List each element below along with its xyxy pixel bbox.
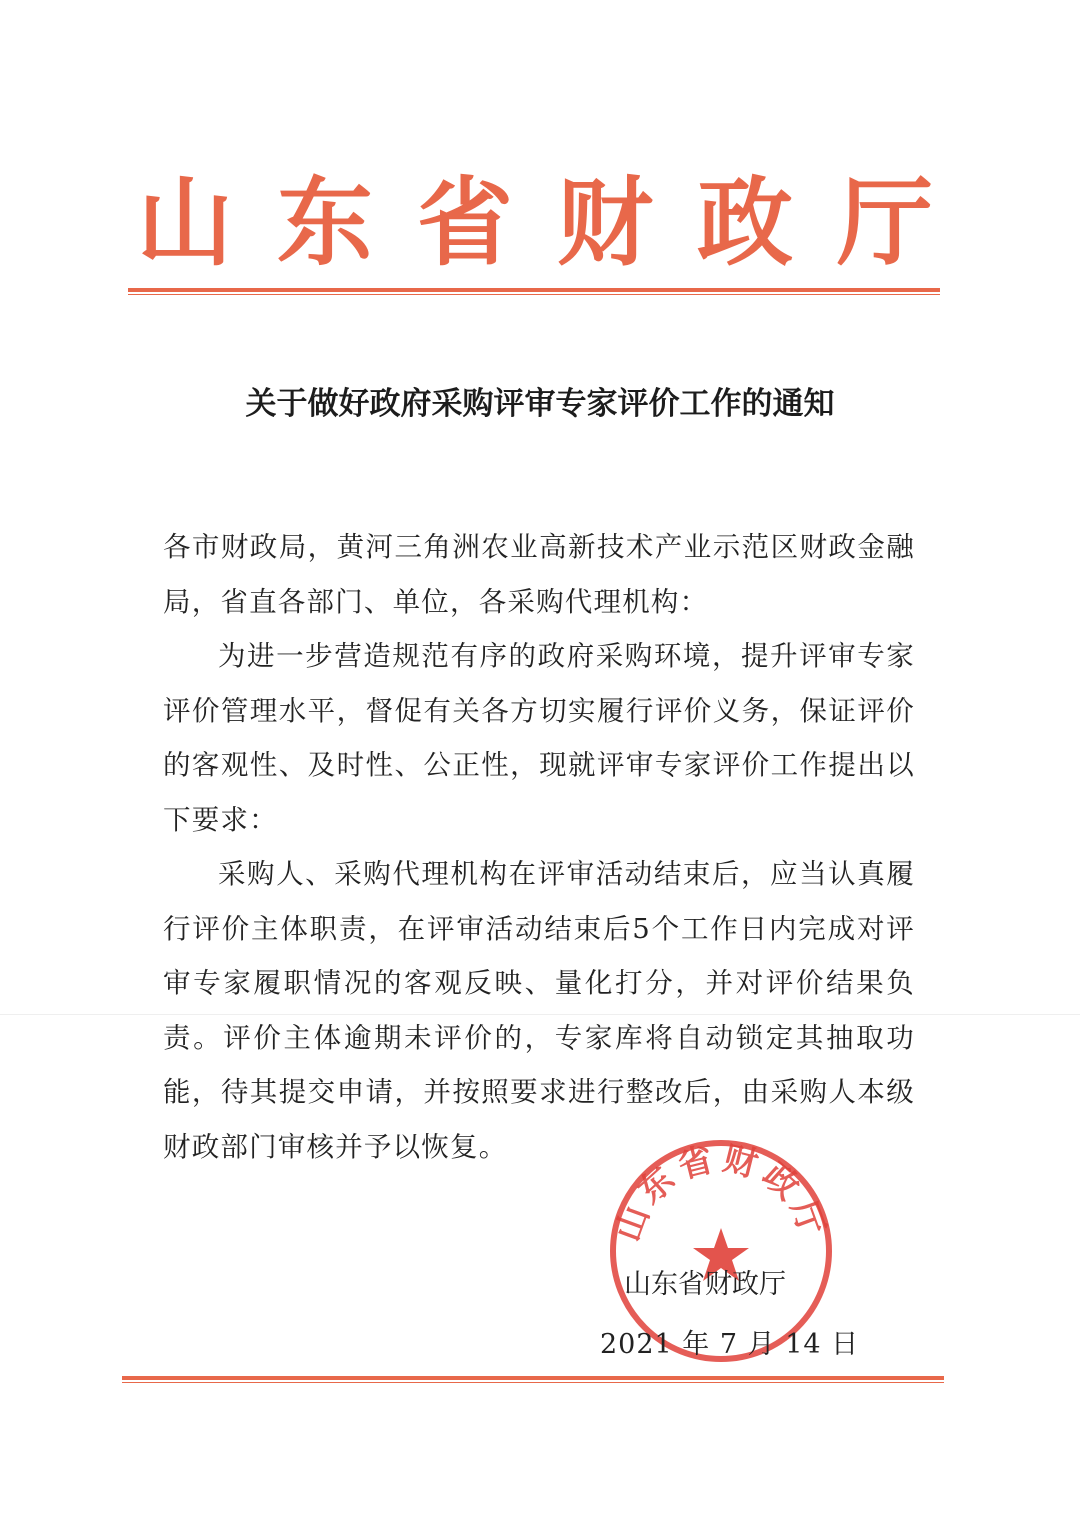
letterhead-char: 东 [277,167,373,279]
letterhead [130,168,940,278]
letterhead-char: 政 [697,167,793,279]
letterhead-char: 山 [137,167,233,279]
paragraph: 为进一步营造规范有序的政府采购环境，提升评审专家评价管理水平，督促有关各方切实履行评价义务，保证评价的客观性、及时性、公正性，现就评审专家评价工作提出以下要求： [163,640,915,836]
document-title: 关于做好政府采购评审专家评价工作的通知 [245,386,835,422]
document-body [163,520,915,1174]
letterhead-char: 财 [557,167,653,279]
paragraph: 采购人、采购代理机构在评审活动结束后，应当认真履行评价主体职责，在评审活动结束后5个工作日内完成对评审专家履职情况的客观反映、量化打分，并对评价结果负责。评价主体逾期未评价的，专家库将自动锁定其抽取功能，待其提交申请，并按照要求进行整改后，由采购人本级财政部门审核并予以恢复。 [163,858,915,1163]
letterhead-char: 厅 [837,167,933,279]
addressee: 各市财政局，黄河三角洲农业高新技术产业示范区财政金融局，省直各部门、单位，各采购代理机构： [163,531,915,618]
signature-org: 山东省财政厅 [624,1269,786,1300]
seal-text: 山东省财政厅 [607,1138,835,1247]
footer-divider-thin [122,1382,944,1383]
letterhead-divider-thin [128,294,940,295]
letterhead-divider [128,288,940,292]
footer-divider [122,1376,944,1380]
scan-fold-line [0,1014,1080,1015]
letterhead-char: 省 [417,167,513,279]
signature-date: 2021 年 7 月 14 日 [600,1329,860,1360]
